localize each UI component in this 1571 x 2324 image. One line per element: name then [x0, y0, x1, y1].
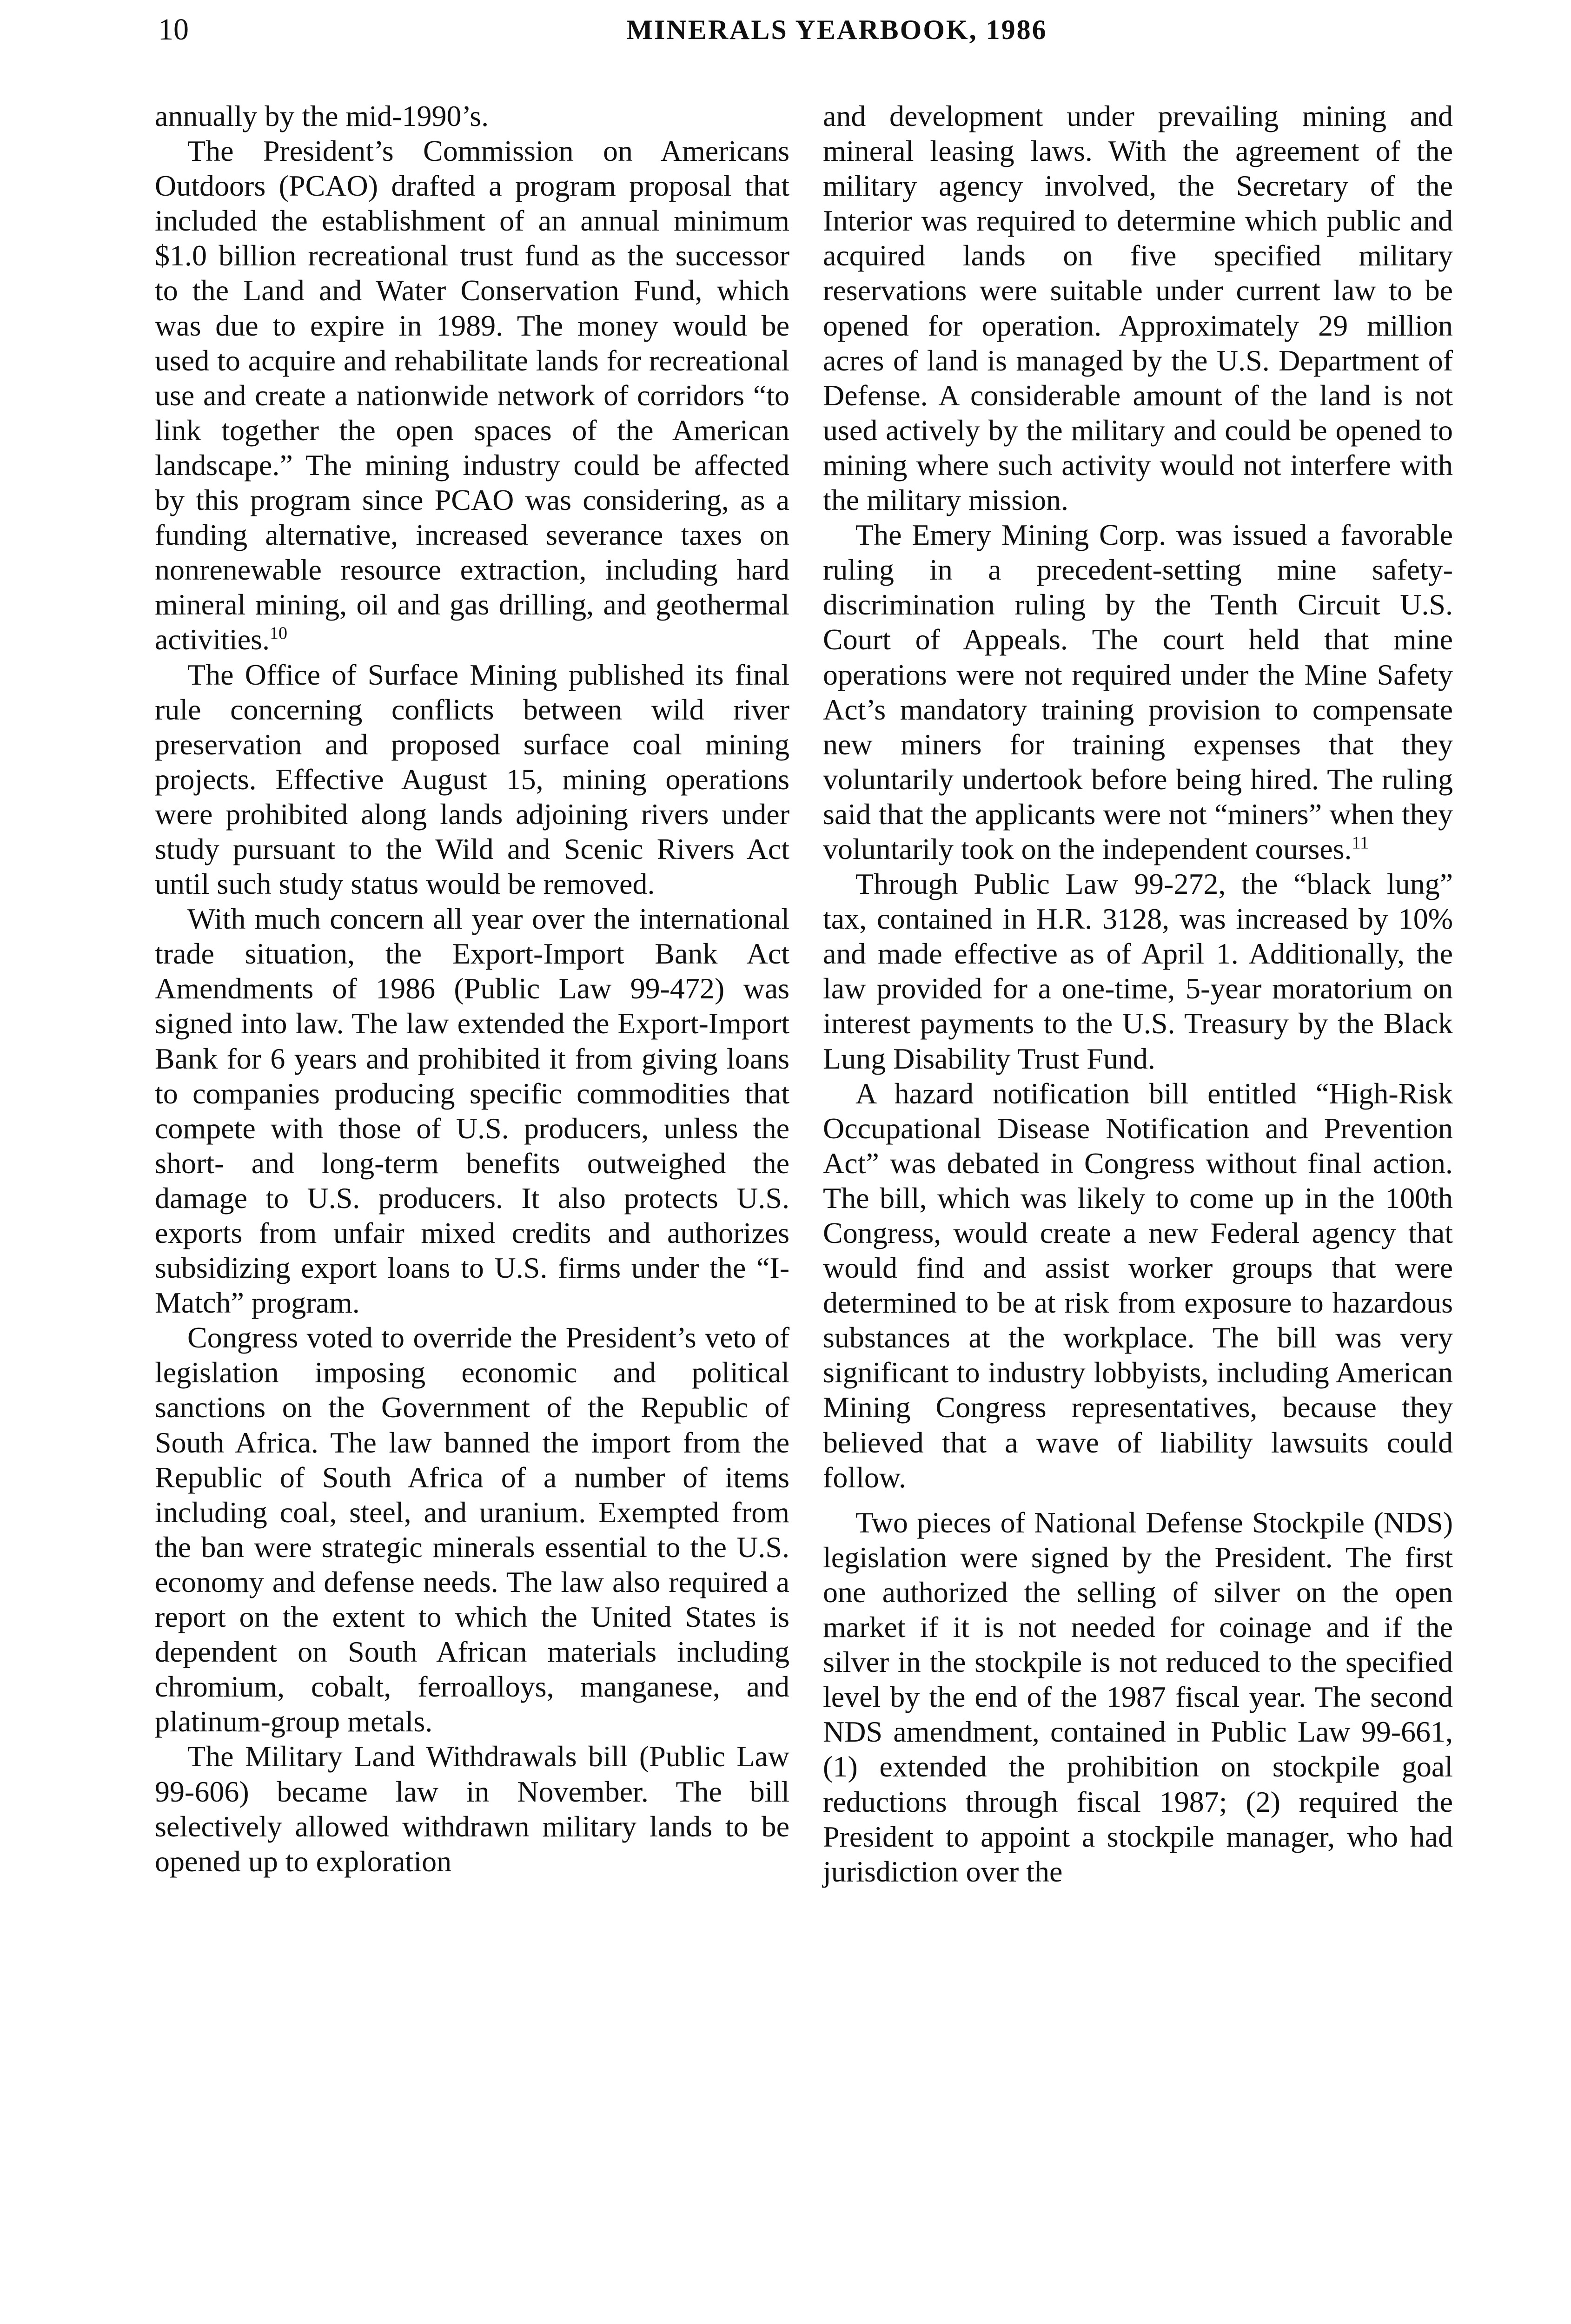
- left-column: [155, 99, 789, 1879]
- footnote-reference: 10: [270, 624, 288, 644]
- paragraph: The Office of Surface Mining published its final rule concerning conflicts between wild river preservation and proposed surface coal mining projects. Effective August 15, mining operations were prohibited along lands adjoining rivers under study pursuant to the Wild and Scenic Rivers Act until such study status would be removed.: [155, 658, 789, 901]
- paragraph: With much concern all year over the international trade situation, the Export-Import Bank Act Amendments of 1986 (Public Law 99-472) was signed into law. The law extended the Export-Import Bank for 6 years and prohibited it from giving loans to companies producing specific commodities that compete with those of U.S. producers, unless the short- and long-term benefits outweighed the damage to U.S. producers. It also protects U.S. exports from unfair mixed credits and authorizes subsidizing export loans to U.S. firms under the “I-Match” program.: [155, 902, 789, 1320]
- paragraph: A hazard notification bill entitled “High-Risk Occupational Disease Notification and Prevention Act” was debated in Congress without final action. The bill, which was likely to come up in the 100th Congress, would create a new Federal agency that would find and assist worker groups that were determined to be at risk from exposure to hazardous substances at the workplace. The bill was very significant to industry lobbyists, including American Mining Congress representatives, because they believed that a wave of liability lawsuits could follow.: [823, 1076, 1453, 1494]
- paragraph: and development under prevailing mining and mineral leasing laws. With the agreement of the military agency involved, the Secretary of the Interior was required to determine which public and acquired lands on five specified military reservations were suitable under current law to be opened for operation. Approximately 29 million acres of land is managed by the U.S. Department of Defense. A considerable amount of the land is not used actively by the military and could be opened to mining where such activity would not interfere with the military mission.: [823, 99, 1453, 517]
- page-header: [158, 7, 1516, 53]
- right-column: [823, 99, 1453, 1889]
- paragraph: The Emery Mining Corp. was issued a favorable ruling in a precedent-setting mine safety-discrimination ruling by the Tenth Circuit U.S. Court of Appeals. The court held that mine operations were not required under the Mine Safety Act’s mandatory training provision to compensate new miners for training expenses that they voluntarily undertook before being hired. The ruling said that the applicants were not “miners” when they voluntarily took on the independent courses.$^{11}$: [823, 518, 1453, 865]
- paragraph: Congress voted to override the President’s veto of legislation imposing economic and political sanctions on the Government of the Republic of South Africa. The law banned the import from the Republic of South Africa of a number of items including coal, steel, and uranium. Exempted from the ban were strategic minerals essential to the U.S. economy and defense needs. The law also required a report on the extent to which the United States is dependent on South African materials including chromium, cobalt, ferroalloys, manganese, and platinum-group metals.: [155, 1321, 789, 1738]
- paragraph: annually by the mid-1990’s.: [155, 99, 489, 132]
- paragraph: The President’s Commission on Americans Outdoors (PCAO) drafted a program proposal that included the establishment of an annual minimum $1.0 billion recreational trust fund as the successor to the Land and Water Conservation Fund, which was due to expire in 1989. The money would be used to acquire and rehabilitate lands for recreational use and create a nationwide network of corridors “to link together the open spaces of the American landscape.” The mining industry could be affected by this program since PCAO was considering, as a funding alternative, increased severance taxes on nonrenewable resource extraction, including hard mineral mining, oil and gas drilling, and geothermal activities.$^{10}$: [155, 134, 789, 656]
- running-title: MINERALS YEARBOOK, 1986: [626, 14, 1047, 45]
- paragraph: Through Public Law 99-272, the “black lung” tax, contained in H.R. 3128, was increased by 10% and made effective as of April 1. Additionally, the law provided for a one-time, 5-year moratorium on interest payments to the U.S. Treasury by the Black Lung Disability Trust Fund.: [823, 867, 1453, 1075]
- paragraph: The Military Land Withdrawals bill (Public Law 99-606) became law in November. The bill selectively allowed withdrawn military lands to be opened up to exploration: [155, 1740, 789, 1878]
- footnote-reference: 11: [1352, 833, 1369, 853]
- paragraph: Two pieces of National Defense Stockpile (NDS) legislation were signed by the President. The first one authorized the selling of silver on the open market if it is not needed for coinage and if the silver in the stockpile is not reduced to the specified level by the end of the 1987 fiscal year. The second NDS amendment, contained in Public Law 99-661, (1) extended the prohibition on stockpile goal reductions through fiscal 1987; (2) required the President to appoint a stockpile manager, who had jurisdiction over the: [823, 1505, 1453, 1888]
- page-number: 10: [158, 13, 189, 46]
